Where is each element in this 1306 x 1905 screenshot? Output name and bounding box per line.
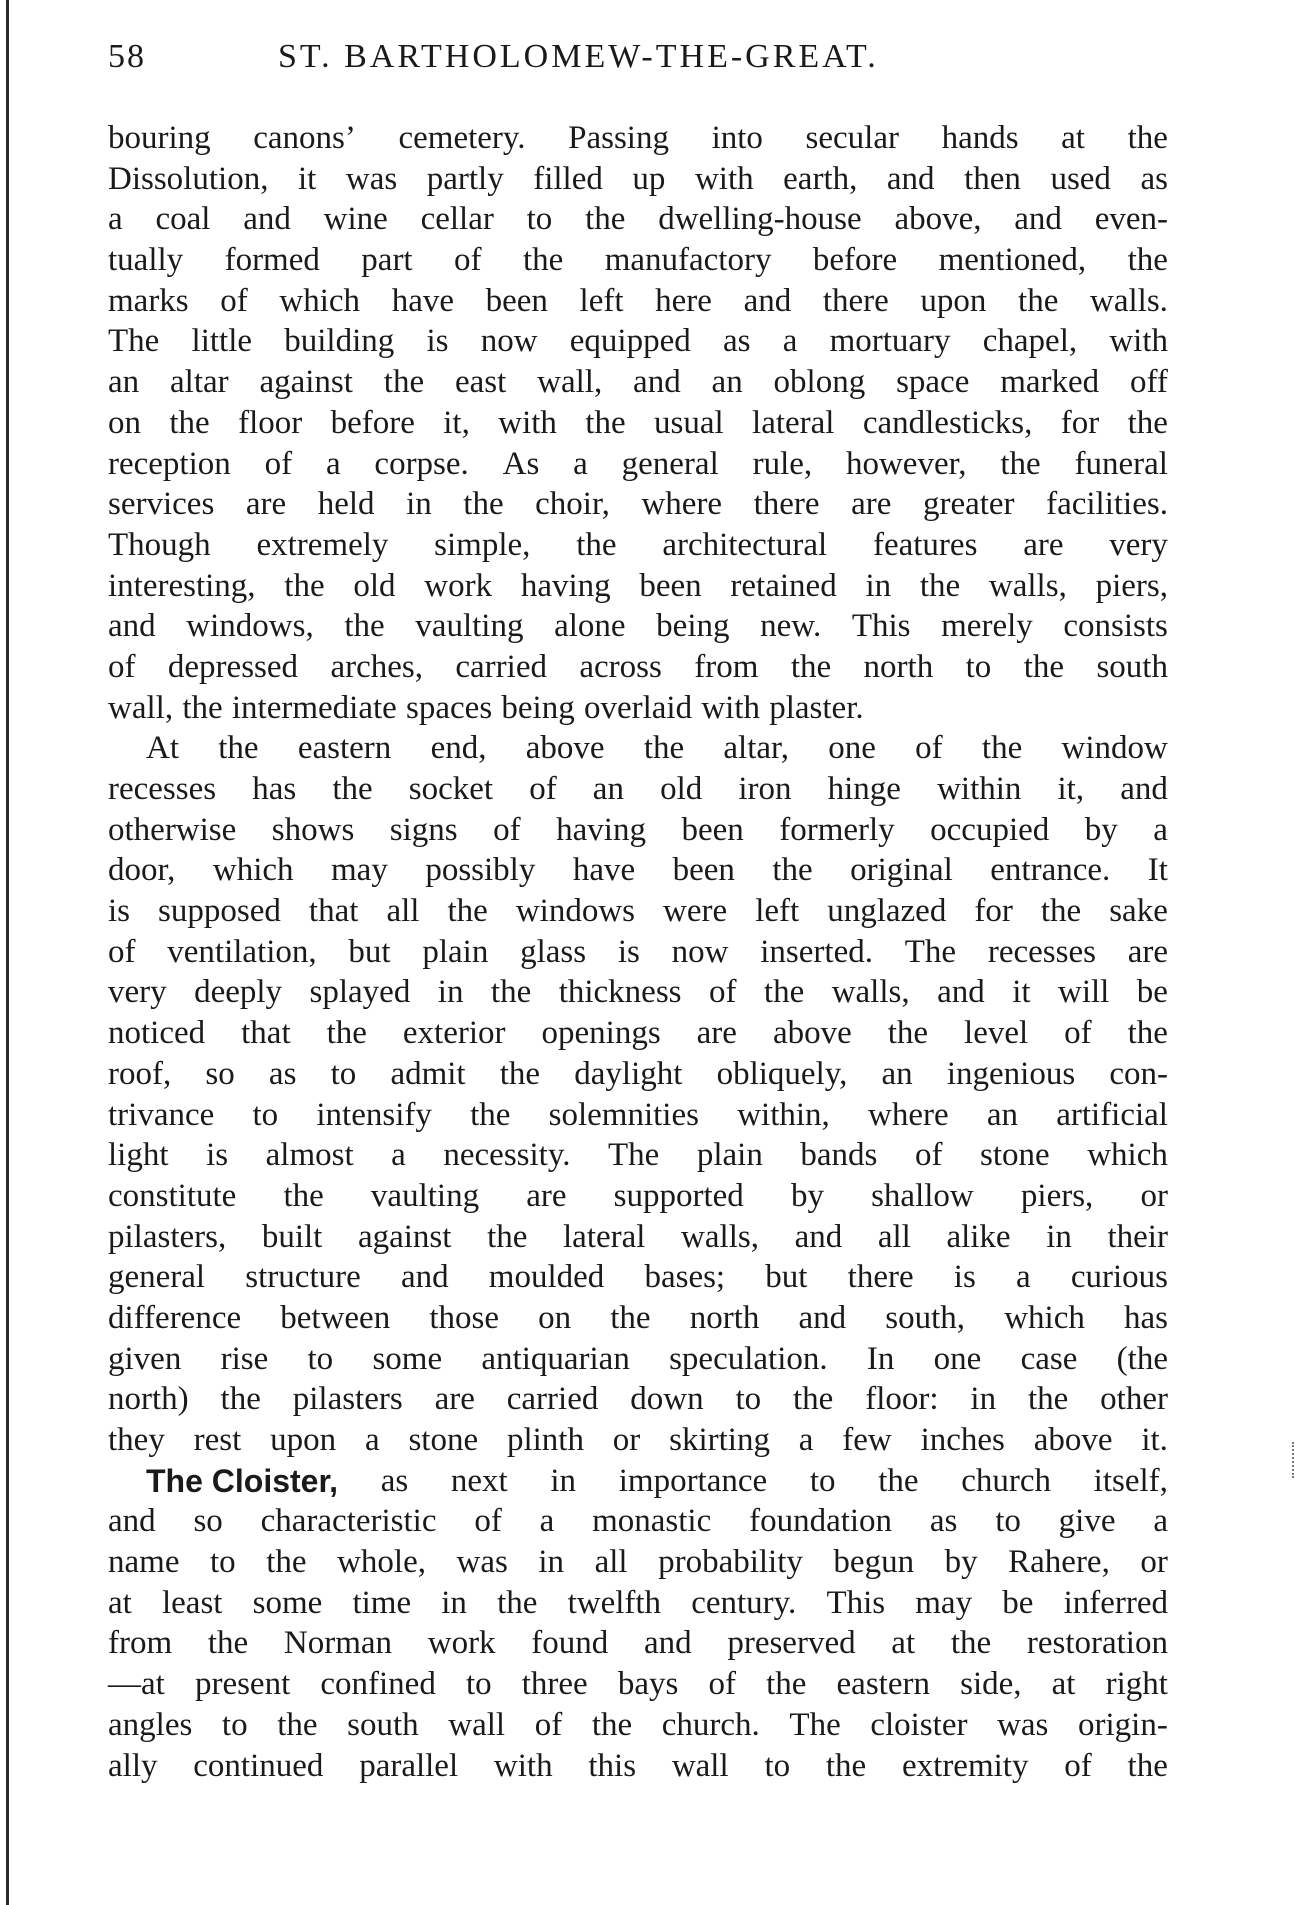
text-line: a coal and wine cellar to the dwelling-house above, and even- [108,201,1168,238]
running-title: ST. BARTHOLOMEW-THE-GREAT. [278,38,879,75]
text-line: interesting, the old work having been retained in the walls, piers, [108,567,1168,604]
text-line: angles to the south wall of the church. The cloister was origin- [108,1706,1168,1743]
text-line: —at present confined to three bays of the eastern side, at right [108,1666,1168,1703]
text-line: from the Norman work found and preserved at the restoration [108,1625,1168,1662]
text-line: tually formed part of the manufactory before mentioned, the [108,242,1168,279]
text-line: name to the whole, was in all probability begun by Rahere, or [108,1544,1168,1581]
text-line: north) the pilasters are carried down to the floor: in the other [108,1381,1168,1418]
body-text [108,118,1168,1786]
text-line: services are held in the choir, where there are greater facilities. [108,486,1168,523]
text-line: roof, so as to admit the daylight obliquely, an ingenious con- [108,1055,1168,1092]
page-header [108,38,1168,88]
text-line: general structure and moulded bases; but there is a curious [108,1259,1168,1296]
text-line: noticed that the exterior openings are above the level of the [108,1015,1168,1052]
margin-mark [1292,1442,1296,1478]
page-number: 58 [108,38,146,75]
text-line: recesses has the socket of an old iron hinge within it, and [108,771,1168,807]
text-line: Though extremely simple, the architectural features are very [108,526,1168,563]
text-line: difference between those on the north and south, which has [108,1299,1168,1336]
text-line: ally continued parallel with this wall to the extremity of the [108,1747,1168,1784]
text-line: The Cloister, as next in importance to the church itself, [108,1461,1168,1502]
text-line: The little building is now equipped as a mortuary chapel, with [108,323,1168,360]
text-line: of depressed arches, carried across from the north to the south [108,648,1168,685]
text-line: and so characteristic of a monastic foundation as to give a [108,1503,1168,1540]
section-heading: The Cloister, [146,1462,339,1499]
text-line: reception of a corpse. As a general rule, however, the funeral [108,445,1168,482]
text-line: Dissolution, it was partly filled up with earth, and then used as [108,160,1168,197]
text-line: is supposed that all the windows were left unglazed for the sake [108,893,1168,930]
text-line: otherwise shows signs of having been formerly occupied by a [108,811,1168,848]
text-line: pilasters, built against the lateral walls, and all alike in their [108,1218,1168,1255]
text-line: light is almost a necessity. The plain bands of stone which [108,1137,1168,1174]
text-line: very deeply splayed in the thickness of the walls, and it will be [108,974,1168,1011]
text-line: they rest upon a stone plinth or skirting a few inches above it. [108,1422,1168,1458]
text-line: constitute the vaulting are supported by shallow piers, or [108,1177,1168,1214]
text-line: bouring canons’ cemetery. Passing into secular hands at the [108,120,1168,156]
text-line: door, which may possibly have been the original entrance. It [108,852,1168,889]
text-line: an altar against the east wall, and an oblong space marked off [108,364,1168,401]
binding-edge [6,0,9,1905]
text-line: on the floor before it, with the usual lateral candlesticks, for the [108,404,1168,441]
text-line: of ventilation, but plain glass is now inserted. The recesses are [108,933,1168,970]
text-line: marks of which have been left here and there upon the walls. [108,282,1168,319]
text-line: given rise to some antiquarian speculation. In one case (the [108,1340,1168,1377]
text-line: and windows, the vaulting alone being new. This merely consists [108,608,1168,645]
text-line: wall, the intermediate spaces being overlaid with plaster. [108,689,864,726]
text-line: at least some time in the twelfth century. This may be inferred [108,1584,1168,1621]
text-line: At the eastern end, above the altar, one of the window [146,730,1168,767]
text-line: trivance to intensify the solemnities within, where an artificial [108,1096,1168,1133]
